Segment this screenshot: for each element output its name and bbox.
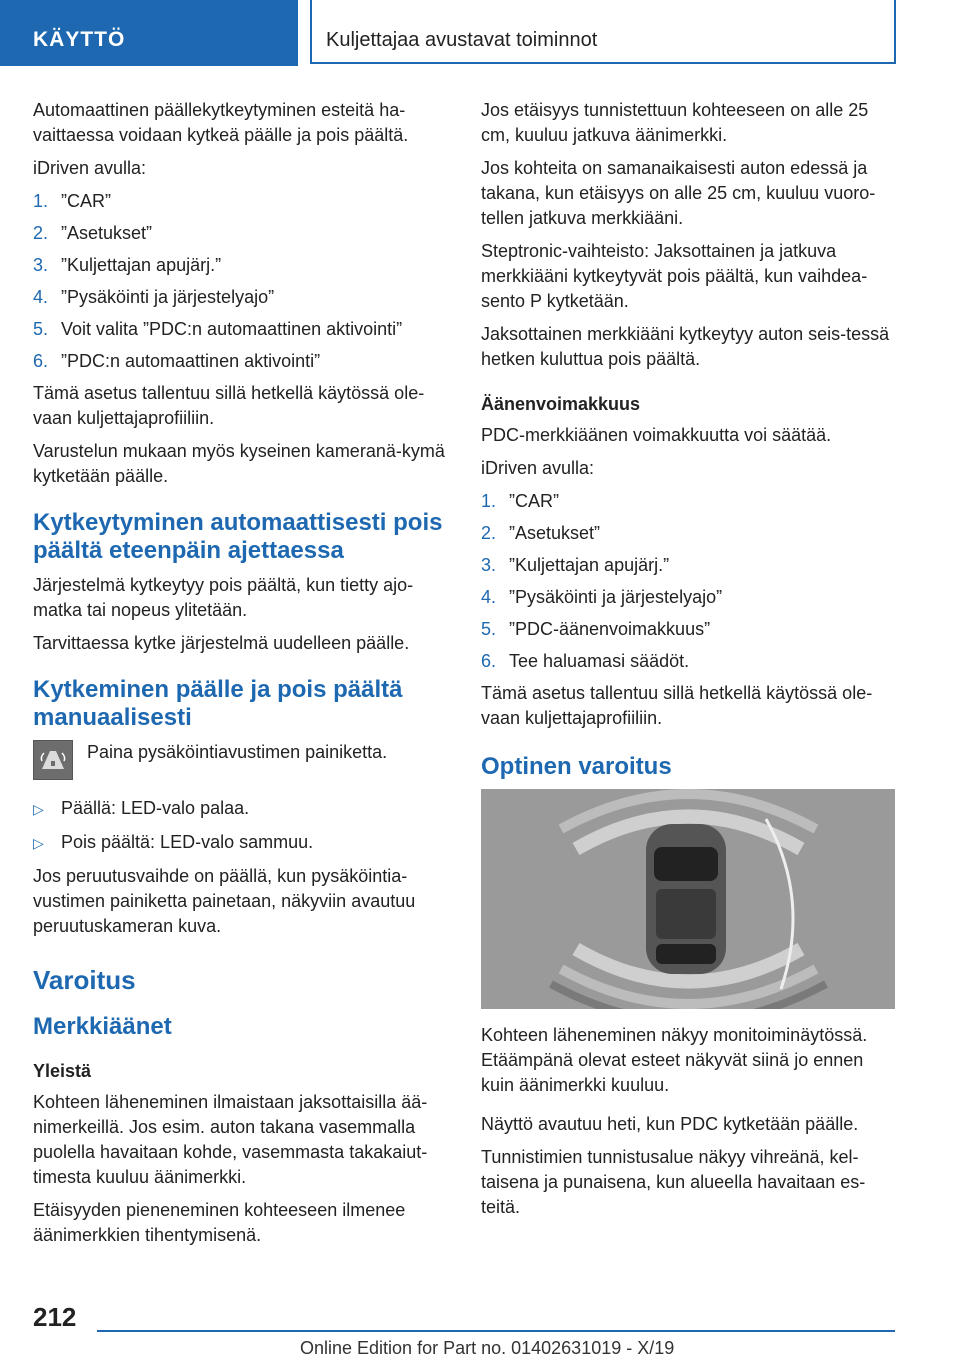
step-number: 1. — [33, 191, 49, 211]
step-text: ”CAR” — [509, 491, 559, 511]
step-number: 3. — [33, 255, 49, 275]
heading-auto-off: Kytkeytyminen automaattisesti pois päältä eteenpäin ajettaessa — [33, 509, 443, 564]
list-item: ▷ Päällä: LED-valo palaa. — [33, 796, 445, 822]
triangle-bullet-icon: ▷ — [33, 801, 44, 817]
left-column — [33, 98, 445, 1256]
step-text: ”Asetukset” — [509, 523, 601, 543]
list-item — [33, 189, 445, 214]
paragraph: Tämä asetus tallentuu sillä hetkellä käytössä ole-vaan kuljettajaprofiiliin. — [33, 383, 425, 428]
paragraph: Jos kohteita on samanaikaisesti auton edessä ja takana, kun etäisyys on alle 25 cm, kuuluu vuoro-tellen jatkuva merkkiääni. — [481, 158, 876, 228]
step-text: ”Pysäköinti ja järjestelyajo” — [61, 287, 275, 307]
step-text: Tee haluamasi säädöt. — [509, 651, 690, 671]
step-number: 3. — [481, 555, 497, 575]
heading-manual: Kytkeminen päälle ja pois päältä manuaalisesti — [33, 676, 403, 731]
step-number: 6. — [481, 651, 497, 671]
button-instruction-text: Paina pysäköintiavustimen painiketta. — [87, 742, 388, 762]
list-item — [33, 317, 445, 342]
list-item — [33, 285, 445, 310]
paragraph: Steptronic-vaihteisto: Jaksottainen ja jatkuva merkkiääni kytkeytyvät pois päältä, kun vaihdea-sento P kytketään. — [481, 241, 868, 311]
triangle-bullet-icon: ▷ — [33, 835, 44, 851]
led-status-list — [33, 796, 445, 856]
paragraph: Jos etäisyys tunnistettuun kohteeseen on alle 25 cm, kuuluu jatkuva äänimerkki. — [481, 100, 869, 145]
list-item — [481, 489, 893, 514]
list-item — [481, 649, 893, 674]
step-number: 5. — [33, 319, 49, 339]
paragraph: iDriven avulla: — [481, 458, 595, 478]
paragraph: Tämä asetus tallentuu sillä hetkellä käytössä ole-vaan kuljettajaprofiiliin. — [481, 683, 873, 728]
chapter-title: Kuljettajaa avustavat toiminnot — [310, 0, 896, 64]
volume-steps-list — [481, 489, 893, 674]
button-instruction — [33, 740, 445, 780]
page-header — [0, 0, 960, 66]
page-number: 212 — [33, 1302, 77, 1332]
paragraph: Etäisyyden pieneneminen kohteeseen ilmenee äänimerkkien tihentymisenä. — [33, 1200, 406, 1245]
paragraph: Jos peruutusvaihde on päällä, kun pysäköintia-vustimen painiketta painetaan, näkyviin avautuu peruutuskameran kuva. — [33, 866, 416, 936]
paragraph: Näyttö avautuu heti, kun PDC kytketään päälle. — [481, 1114, 859, 1134]
paragraph: Kohteen läheneminen näkyy monitoiminäytössä. Etäämpänä olevat esteet näkyvät siinä jo ennen kuin äänimerkki kuuluu. — [481, 1025, 868, 1095]
step-number: 4. — [33, 287, 49, 307]
idrive-steps-list — [33, 189, 445, 374]
step-text: ”PDC-äänenvoimakkuus” — [509, 619, 711, 639]
section-tab: KÄYTTÖ — [0, 0, 298, 66]
step-text: ”PDC:n automaattinen aktivointi” — [61, 351, 321, 371]
pdc-display-image — [481, 789, 895, 1009]
list-item — [481, 521, 893, 546]
list-item — [481, 585, 893, 610]
list-item — [481, 553, 893, 578]
step-text: ”Kuljettajan apujärj.” — [509, 555, 670, 575]
heading-yleista: Yleistä — [33, 1061, 92, 1081]
list-item — [33, 221, 445, 246]
list-item: ▷ Pois päältä: LED-valo sammuu. — [33, 830, 445, 856]
heading-volume: Äänenvoimakkuus — [481, 394, 641, 414]
step-number: 2. — [33, 223, 49, 243]
heading-merkkiaanet: Merkkiäänet — [33, 1013, 172, 1040]
paragraph: Kohteen läheneminen ilmaistaan jaksottaisilla ää-nimerkeillä. Jos esim. auton takana vasemmalla puolella havaitaan kohde, vasemmasta takakaiut-timesta kuuluu äänimerkki. — [33, 1092, 428, 1187]
footer-divider — [97, 1330, 895, 1332]
paragraph: PDC-merkkiäänen voimakkuutta voi säätää. — [481, 425, 832, 445]
step-text: Voit valita ”PDC:n automaattinen aktivointi” — [61, 319, 403, 339]
step-text: ”Asetukset” — [61, 223, 153, 243]
step-number: 2. — [481, 523, 497, 543]
paragraph: Varustelun mukaan myös kyseinen kameranä-kymä kytketään päälle. — [33, 441, 445, 486]
step-number: 1. — [481, 491, 497, 511]
heading-varoitus: Varoitus — [33, 965, 136, 995]
list-item — [481, 617, 893, 642]
paragraph: Tunnistimien tunnistusalue näkyy vihreänä, kel-taisena ja punaisena, kun alueella havaitaan es-teitä. — [481, 1147, 866, 1217]
paragraph: Jaksottainen merkkiääni kytkeytyy auton seis-tessä hetken kuluttua pois päältä. — [481, 324, 890, 369]
heading-optinen: Optinen varoitus — [481, 753, 672, 780]
right-column — [481, 98, 893, 1228]
parking-assist-button-icon — [33, 740, 73, 780]
step-number: 4. — [481, 587, 497, 607]
list-item — [33, 349, 445, 374]
paragraph: Tarvittaessa kytke järjestelmä uudelleen päälle. — [33, 633, 410, 653]
edition-note: Online Edition for Part no. 01402631019 - X/19 — [300, 1338, 675, 1358]
paragraph: Järjestelmä kytkeytyy pois päältä, kun tietty ajo-matka tai nopeus ylitetään. — [33, 575, 414, 620]
list-item — [33, 253, 445, 278]
step-text: ”CAR” — [61, 191, 111, 211]
step-number: 5. — [481, 619, 497, 639]
paragraph: Automaattinen päällekytkeytyminen esteitä ha-vaittaessa voidaan kytkeä päälle ja pois päältä. — [33, 100, 409, 145]
paragraph: iDriven avulla: — [33, 158, 147, 178]
step-text: ”Pysäköinti ja järjestelyajo” — [509, 587, 723, 607]
step-number: 6. — [33, 351, 49, 371]
step-text: ”Kuljettajan apujärj.” — [61, 255, 222, 275]
